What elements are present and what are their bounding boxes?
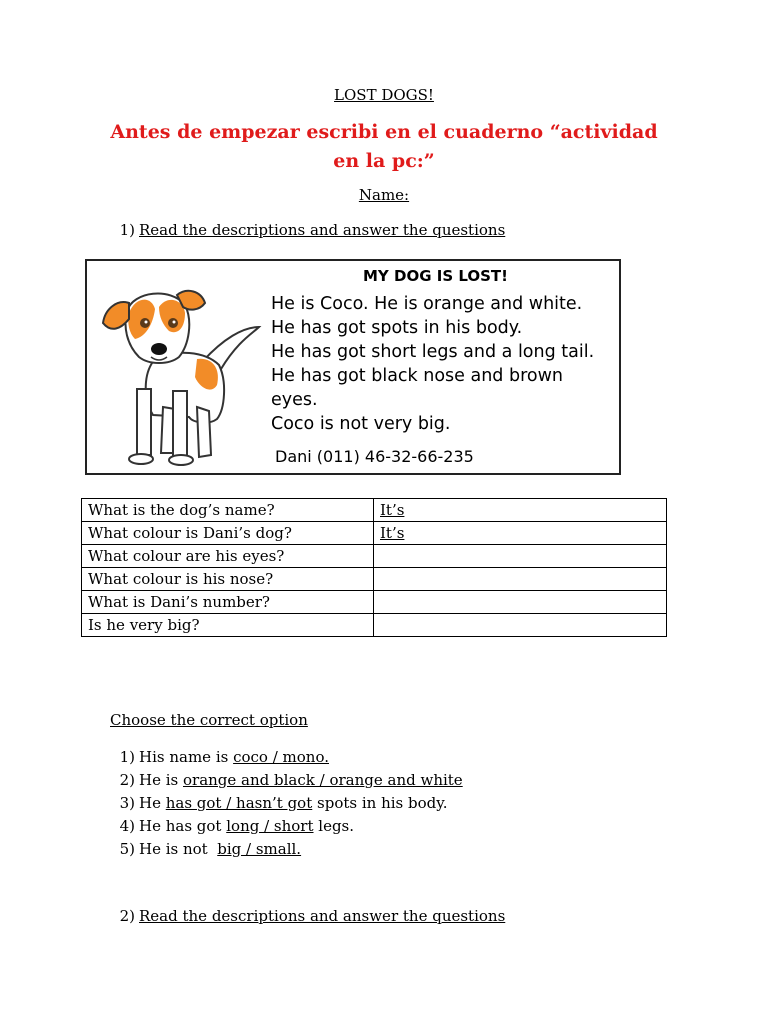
option-choice[interactable]: long / short — [226, 817, 314, 835]
item-number: 1) — [119, 748, 135, 766]
answer-field[interactable] — [380, 570, 650, 588]
instruction-1-text: Read the descriptions and answer the questions — [139, 221, 506, 239]
table-row — [82, 591, 667, 614]
option-choice[interactable]: big / small. — [217, 840, 302, 858]
card-line: He has got spots in his body. — [271, 318, 523, 338]
answer-field[interactable] — [380, 616, 650, 634]
card-line: He has got black nose and brown — [271, 366, 563, 386]
instruction-subtitle: Antes de empezar escribi en el cuaderno “actividad en la pc:” — [110, 121, 658, 172]
card-phone: Dani (011) 46-32-66-235 — [275, 447, 474, 466]
table-row — [82, 499, 667, 522]
item-number: 3) — [119, 794, 135, 812]
card-line: He has got short legs and a long tail. — [271, 342, 595, 362]
name-label: Name: — [358, 186, 410, 204]
card-line: Coco is not very big. — [271, 414, 451, 434]
answer-cell[interactable] — [374, 499, 667, 522]
question-cell: Is he very big? — [82, 614, 374, 637]
question-cell: What is the dog’s name? — [82, 499, 374, 522]
card-description — [271, 292, 617, 436]
answer-field[interactable] — [380, 593, 650, 611]
table-row — [82, 522, 667, 545]
answer-cell[interactable] — [374, 568, 667, 591]
list-item — [113, 815, 463, 838]
answer-cell[interactable] — [374, 614, 667, 637]
answer-field[interactable] — [380, 524, 650, 542]
answer-field[interactable] — [380, 501, 650, 519]
item-prefix: He has got — [139, 817, 227, 835]
table-row — [82, 545, 667, 568]
dog-illustration-icon — [93, 269, 265, 469]
list-item — [113, 746, 463, 769]
card-heading: MY DOG IS LOST! — [363, 267, 509, 285]
option-choice[interactable]: orange and black / orange and white — [183, 771, 463, 789]
list-item — [113, 792, 463, 815]
table-row — [82, 568, 667, 591]
item-number: 4) — [119, 817, 135, 835]
option-choice[interactable]: has got / hasn’t got — [165, 794, 313, 812]
item-number: 2) — [119, 771, 135, 789]
item-number: 5) — [119, 840, 135, 858]
list-item — [113, 769, 463, 792]
instruction-2-text: Read the descriptions and answer the questions — [139, 907, 506, 925]
question-cell: What colour is his nose? — [82, 568, 374, 591]
instruction-2-number: 2) — [119, 907, 135, 925]
list-item — [113, 838, 463, 861]
answer-cell[interactable] — [374, 545, 667, 568]
answer-field[interactable] — [380, 547, 650, 565]
table-row — [82, 614, 667, 637]
page-title: LOST DOGS! — [334, 86, 434, 104]
item-suffix: spots in his body. — [312, 794, 448, 812]
question-table — [81, 498, 667, 637]
item-prefix: He is — [139, 771, 183, 789]
card-line: eyes. — [271, 390, 318, 410]
card-line: He is Coco. He is orange and white. — [271, 294, 583, 314]
question-cell: What is Dani’s number? — [82, 591, 374, 614]
choose-heading: Choose the correct option — [110, 711, 308, 729]
question-cell: What colour are his eyes? — [82, 545, 374, 568]
item-suffix: legs. — [313, 817, 355, 835]
question-cell: What colour is Dani’s dog? — [82, 522, 374, 545]
item-prefix: He — [139, 794, 166, 812]
instruction-1-number: 1) — [119, 221, 135, 239]
answer-cell[interactable] — [374, 522, 667, 545]
lost-dog-card — [85, 259, 621, 475]
instruction-2 — [113, 907, 505, 925]
item-prefix: His name is — [139, 748, 234, 766]
item-prefix: He is not — [139, 840, 218, 858]
options-list — [113, 746, 463, 861]
answer-cell[interactable] — [374, 591, 667, 614]
instruction-1 — [113, 221, 505, 239]
option-choice[interactable]: coco / mono. — [233, 748, 329, 766]
